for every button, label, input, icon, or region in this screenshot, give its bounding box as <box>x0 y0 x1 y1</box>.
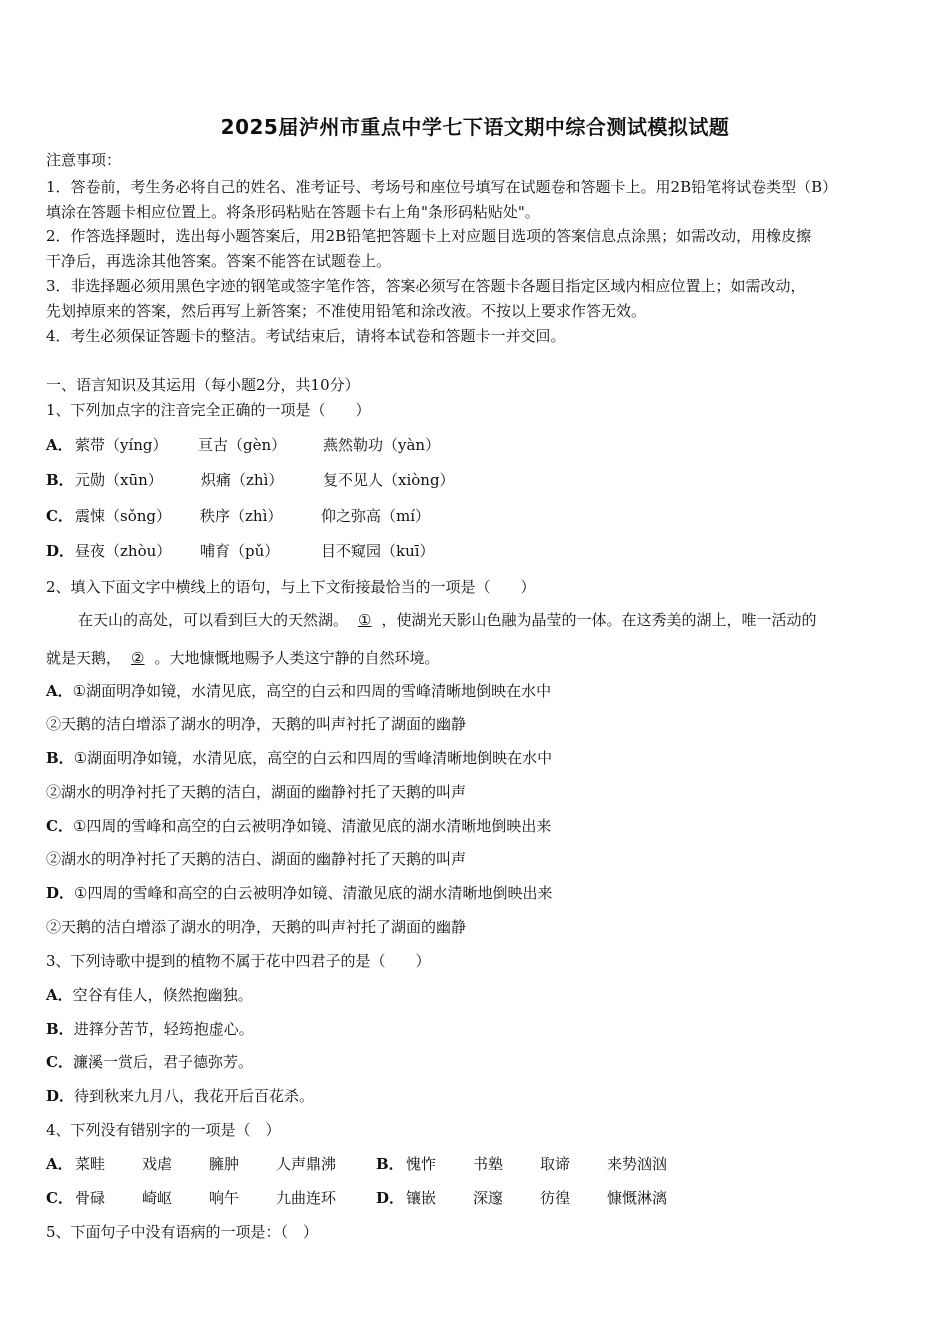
option-label: B． <box>46 749 74 767</box>
option-label: A． <box>46 986 73 1004</box>
question-3-option-b <box>46 1019 254 1039</box>
option-label: B． <box>46 471 74 489</box>
question-2-option-line <box>46 714 466 734</box>
notice-heading: 注意事项： <box>46 151 122 169</box>
option-item: 臃肿 <box>209 1155 240 1173</box>
option-item: 响午 <box>209 1189 240 1207</box>
option-text: ①湖面明净如镜，水清见底，高空的白云和四周的雪峰清晰地倒映在水中 <box>72 682 552 700</box>
option-item: 亘古（gèn） <box>198 436 287 454</box>
option-text: ①四周的雪峰和高空的白云被明净如镜、清澈见底的湖水清晰地倒映出来 <box>72 817 552 835</box>
option-item: 秩序（zhì） <box>200 507 283 525</box>
question-2-option-line <box>46 917 466 937</box>
option-text: ②天鹅的洁白增添了湖水的明净，天鹅的叫声衬托了湖面的幽静 <box>46 918 467 936</box>
option-item: 复不见人（xiòng） <box>323 471 455 489</box>
question-3-option-d <box>46 1086 314 1106</box>
passage-text: ，使湖光天影山色融为晶莹的一体。在这秀美的湖上，唯一活动的 <box>381 611 817 629</box>
question-2-passage-cont <box>46 648 439 668</box>
option-label: B． <box>376 1155 404 1173</box>
option-label: A． <box>46 1155 73 1173</box>
option-item: 崎岖 <box>142 1189 173 1207</box>
notice-line: 填涂在答题卡相应位置上。将条形码粘贴在答题卡右上角"条形码粘贴处"。 <box>46 203 540 221</box>
passage-text: 在天山的高处，可以看到巨大的天然湖。 <box>78 611 349 629</box>
option-text: ①湖面明净如镜，水清见底，高空的白云和四周的雪峰清晰地倒映在水中 <box>73 749 553 767</box>
question-5-stem: 5、下面句子中没有语病的一项是：（ ） <box>46 1223 319 1241</box>
option-label: A． <box>46 682 73 700</box>
question-3-option-c <box>46 1052 253 1072</box>
option-item: 取谛 <box>540 1155 571 1173</box>
option-item: 人声鼎沸 <box>276 1155 337 1173</box>
option-item: 彷徨 <box>540 1189 571 1207</box>
option-text: 空谷有佳人，倏然抱幽独。 <box>72 986 253 1004</box>
notice-line: 2．作答选择题时，选出每小题答案后，用2B铅笔把答题卡上对应题目选项的答案信息点涂黑；如需改动，用橡皮擦 <box>46 227 812 245</box>
option-text: 进箨分苦节，轻筠抱虚心。 <box>73 1020 254 1038</box>
option-label: D． <box>46 884 75 902</box>
option-item: 骨碌 <box>75 1189 106 1207</box>
option-item: 昼夜（zhòu） <box>75 542 172 560</box>
question-2-option-line <box>46 782 466 802</box>
option-item: 目不窥园（kuī） <box>321 542 435 560</box>
option-label: D． <box>376 1189 405 1207</box>
option-label: C． <box>46 1053 73 1071</box>
question-2-option-line <box>46 849 466 869</box>
option-text: ②湖水的明净衬托了天鹅的洁白、湖面的幽静衬托了天鹅的叫声 <box>46 850 467 868</box>
option-item: 震悚（sǒng） <box>75 507 171 525</box>
question-2-option-line <box>46 681 551 701</box>
option-item: 慷慨淋漓 <box>607 1189 668 1207</box>
option-label: C． <box>46 507 73 525</box>
option-item: 深邃 <box>473 1189 504 1207</box>
question-2-option-line <box>46 883 552 903</box>
question-3-option-a <box>46 985 253 1005</box>
notice-line: 3．非选择题必须用黑色字迹的钢笔或签字笔作答，答案必须写在答题卡各题目指定区域内相应位置上；如需改动， <box>46 277 806 295</box>
option-text: ①四周的雪峰和高空的白云被明净如镜、清澈见底的湖水清晰地倒映出来 <box>74 884 553 902</box>
question-4-stem: 4、下列没有错别字的一项是（ ） <box>46 1121 281 1139</box>
option-label: C． <box>46 817 73 835</box>
question-2-option-line <box>46 748 552 768</box>
option-label: B． <box>46 1020 74 1038</box>
passage-text: 就是天鹅， <box>46 649 122 667</box>
page-title: 2025届泸州市重点中学七下语文期中综合测试模拟试题 <box>220 115 730 139</box>
section-heading: 一、语言知识及其运用（每小题2分，共10分） <box>46 376 360 394</box>
option-text: 待到秋来九月八，我花开后百花杀。 <box>74 1087 315 1105</box>
option-item: 萦带（yíng） <box>75 436 168 454</box>
option-text: ②天鹅的洁白增添了湖水的明净，天鹅的叫声衬托了湖面的幽静 <box>46 715 467 733</box>
notice-line: 干净后，再选涂其他答案。答案不能答在试题卷上。 <box>46 252 392 270</box>
option-item: 书塾 <box>473 1155 504 1173</box>
notice-line: 先划掉原来的答案，然后再写上新答案；不准使用铅笔和涂改液。不按以上要求作答无效。 <box>46 302 647 320</box>
option-item: 愧怍 <box>406 1155 437 1173</box>
option-label: A． <box>46 436 73 454</box>
blank-2: ② <box>131 649 145 667</box>
option-item: 炽痛（zhì） <box>201 471 284 489</box>
option-item: 燕然勒功（yàn） <box>323 436 441 454</box>
notice-line: 1．答卷前，考生务必将自己的姓名、准考证号、考场号和座位号填写在试题卷和答题卡上。用2B铅笔将试卷类型（B） <box>46 178 838 196</box>
option-label: D． <box>46 542 75 560</box>
notice-line: 4．考生必须保证答题卡的整洁。考试结束后，请将本试卷和答题卡一并交回。 <box>46 327 566 345</box>
option-item: 来势汹汹 <box>607 1155 668 1173</box>
option-label: C． <box>46 1189 73 1207</box>
question-2-option-line <box>46 816 551 836</box>
option-item: 镶嵌 <box>406 1189 437 1207</box>
question-3-stem: 3、下列诗歌中提到的植物不属于花中四君子的是（ ） <box>46 952 431 970</box>
question-2-passage <box>78 610 816 630</box>
question-2-stem: 2、填入下面文字中横线上的语句，与上下文衔接最恰当的一项是（ ） <box>46 578 536 596</box>
option-item: 元勋（xūn） <box>75 471 163 489</box>
question-1-stem: 1、下列加点字的注音完全正确的一项是（ ） <box>46 401 371 419</box>
blank-1: ① <box>358 611 372 629</box>
option-item: 戏虐 <box>142 1155 173 1173</box>
option-item: 哺育（pǔ） <box>200 542 280 560</box>
option-item: 九曲连环 <box>276 1189 337 1207</box>
option-text: 濂溪一赏后，君子德弥芳。 <box>72 1053 253 1071</box>
option-item: 仰之弥高（mí） <box>321 507 431 525</box>
option-label: D． <box>46 1087 75 1105</box>
option-item: 菜畦 <box>75 1155 106 1173</box>
option-text: ②湖水的明净衬托了天鹅的洁白，湖面的幽静衬托了天鹅的叫声 <box>46 783 467 801</box>
passage-text: 。大地慷慨地赐予人类这宁静的自然环境。 <box>154 649 440 667</box>
